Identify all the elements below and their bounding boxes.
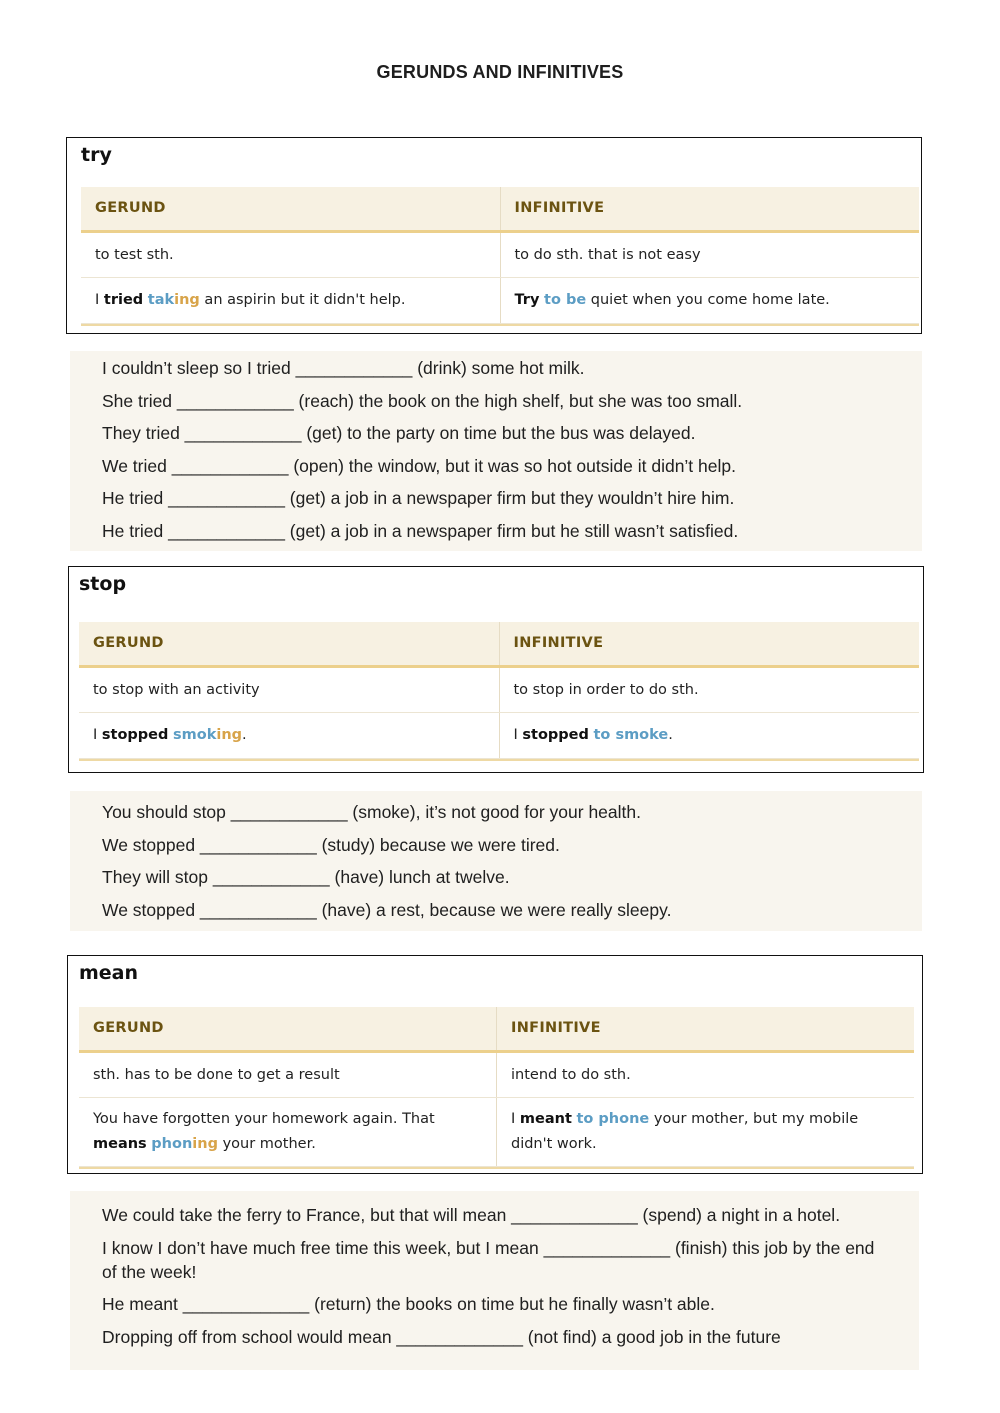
exercise-sentence[interactable]: You should stop ____________ (smoke), it’s not good for your health. — [102, 802, 641, 822]
stop-card — [68, 566, 924, 773]
gerund-example: You have forgotten your homework again. That means phoning your mother. — [93, 1111, 435, 1152]
table-header-row — [81, 187, 919, 233]
gerund-meaning: to stop with an activity — [93, 681, 260, 698]
try-card — [66, 137, 922, 334]
meaning-row — [81, 233, 919, 278]
exercise-sentence[interactable]: We tried ____________ (open) the window, but it was so hot outside it didn’t help. — [102, 455, 736, 476]
infinitive-example: I meant to phone your mother, but my mobile didn't work. — [496, 1098, 914, 1166]
usage-table — [79, 1007, 914, 1167]
page-title: GERUNDS AND INFINITIVES — [376, 62, 624, 82]
exercise-sentence[interactable]: We stopped ____________ (study) because we were tired. — [102, 834, 560, 855]
mean-exercises — [70, 1191, 919, 1370]
exercise-sentence[interactable]: I know I don’t have much free time this week, but I mean _____________ (finish) this job by the end of the week! — [102, 1237, 875, 1282]
meaning-row — [79, 668, 919, 713]
infinitive-example: I stopped to smoke. — [499, 713, 920, 758]
table-header-row — [79, 622, 919, 668]
exercise-sentence[interactable]: She tried ____________ (reach) the book on the high shelf, but she was too small. — [102, 390, 743, 411]
gerund-meaning: sth. has to be done to get a result — [93, 1066, 340, 1083]
infinitive-header: INFINITIVE — [499, 622, 920, 665]
exercise-sentence[interactable]: They will stop ____________ (have) lunch at twelve. — [102, 867, 510, 887]
exercise-sentence[interactable]: We stopped ____________ (have) a rest, because we were really sleepy. — [102, 899, 672, 920]
gerund-example: I stopped smoking. — [93, 727, 247, 743]
infinitive-meaning: intend to do sth. — [496, 1053, 914, 1097]
table-header-row — [79, 1007, 914, 1053]
stop-exercises — [70, 791, 922, 931]
verb-title: try — [81, 144, 112, 166]
gerund-header: GERUND — [95, 200, 166, 216]
infinitive-header: INFINITIVE — [500, 187, 920, 230]
example-row — [81, 278, 919, 324]
example-row — [79, 713, 919, 759]
exercise-sentence[interactable]: We could take the ferry to France, but that will mean _____________ (spend) a night in a hotel. — [102, 1205, 841, 1225]
example-row — [79, 1098, 914, 1167]
meaning-row — [79, 1053, 914, 1098]
try-exercises — [70, 351, 922, 551]
exercise-sentence[interactable]: He meant _____________ (return) the books on time but he finally wasn’t able. — [102, 1294, 715, 1314]
gerund-header: GERUND — [93, 1020, 164, 1036]
infinitive-meaning: to do sth. that is not easy — [500, 233, 920, 277]
exercise-sentence[interactable]: He tried ____________ (get) a job in a newspaper firm but he still wasn’t satisfied. — [102, 520, 739, 541]
gerund-header: GERUND — [93, 635, 164, 651]
mean-card — [67, 955, 923, 1174]
verb-title: mean — [79, 962, 139, 984]
gerund-example: I tried taking an aspirin but it didn't help. — [95, 292, 406, 308]
infinitive-example: Try to be quiet when you come home late. — [500, 278, 920, 323]
verb-title: stop — [79, 573, 127, 595]
exercise-sentence[interactable]: They tried ____________ (get) to the party on time but the bus was delayed. — [102, 423, 696, 443]
infinitive-header: INFINITIVE — [496, 1007, 914, 1050]
exercise-sentence[interactable]: Dropping off from school would mean _____________ (not find) a good job in the future — [102, 1326, 781, 1347]
usage-table — [81, 187, 919, 324]
gerund-meaning: to test sth. — [95, 246, 174, 263]
exercise-sentence[interactable]: He tried ____________ (get) a job in a newspaper firm but they wouldn’t hire him. — [102, 488, 735, 508]
usage-table — [79, 622, 919, 759]
infinitive-meaning: to stop in order to do sth. — [499, 668, 920, 712]
exercise-sentence[interactable]: I couldn’t sleep so I tried ____________ (drink) some hot milk. — [102, 358, 585, 378]
